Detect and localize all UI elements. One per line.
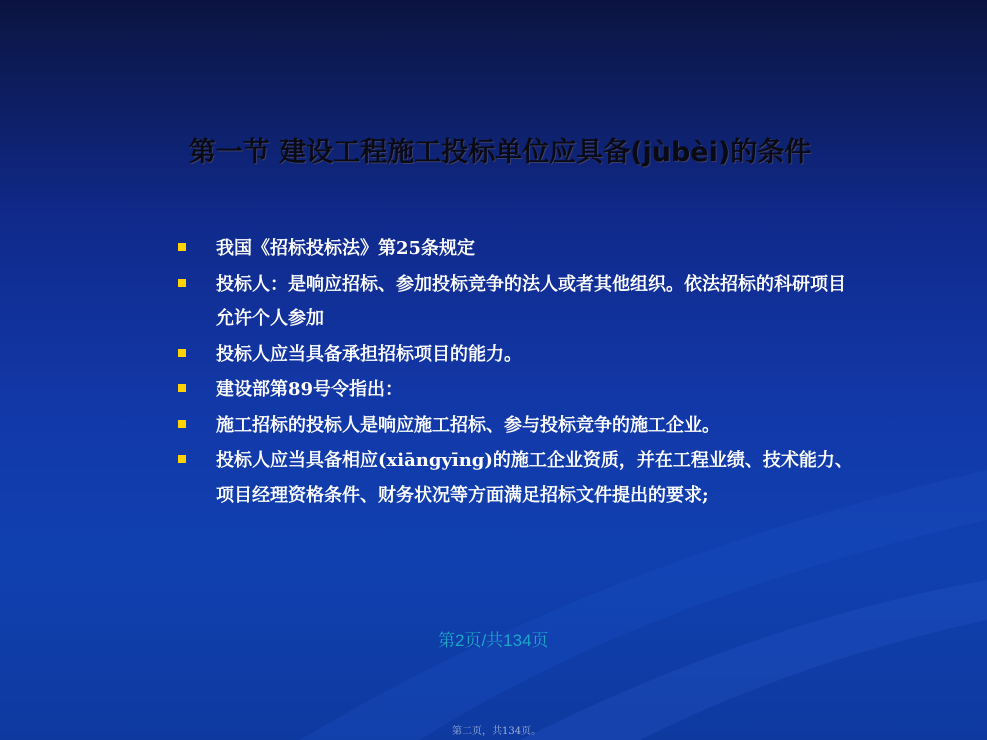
bullet-square-icon: [178, 279, 186, 287]
slide-title: 第一节 建设工程施工投标单位应具备(jùbèi)的条件: [188, 137, 812, 168]
bullet-text: 建设部第89号令指出：: [216, 379, 404, 400]
bullet-square-icon: [178, 349, 186, 357]
bullet-square-icon: [178, 420, 186, 428]
list-item: [176, 338, 856, 373]
list-item: [176, 268, 856, 337]
list-item: [176, 373, 856, 408]
bullet-text: 投标人：是响应招标、参加投标竞争的法人或者其他组织。依法招标的科研项目允许个人参加: [216, 273, 846, 329]
bullet-text: 施工招标的投标人是响应施工招标、参与投标竞争的施工企业。: [216, 414, 720, 436]
bullet-text: 投标人应当具备承担招标项目的能力。: [216, 343, 522, 365]
bullet-list: [176, 232, 856, 514]
footer-page-note: 第二页，共134页。: [452, 726, 542, 737]
bullet-text: 投标人应当具备相应(xiāngyīng)的施工企业资质，并在工程业绩、技术能力、项目经理资格条件、财务状况等方面满足招标文件提出的要求;: [216, 450, 853, 506]
list-item: [176, 409, 856, 444]
bullet-square-icon: [178, 384, 186, 392]
list-item: [176, 444, 856, 513]
page-counter: 第2页/共134页: [438, 631, 549, 650]
bullet-text: 我国《招标投标法》第25条规定: [216, 238, 476, 259]
bullet-square-icon: [178, 455, 186, 463]
list-item: [176, 232, 856, 267]
bullet-square-icon: [178, 243, 186, 251]
